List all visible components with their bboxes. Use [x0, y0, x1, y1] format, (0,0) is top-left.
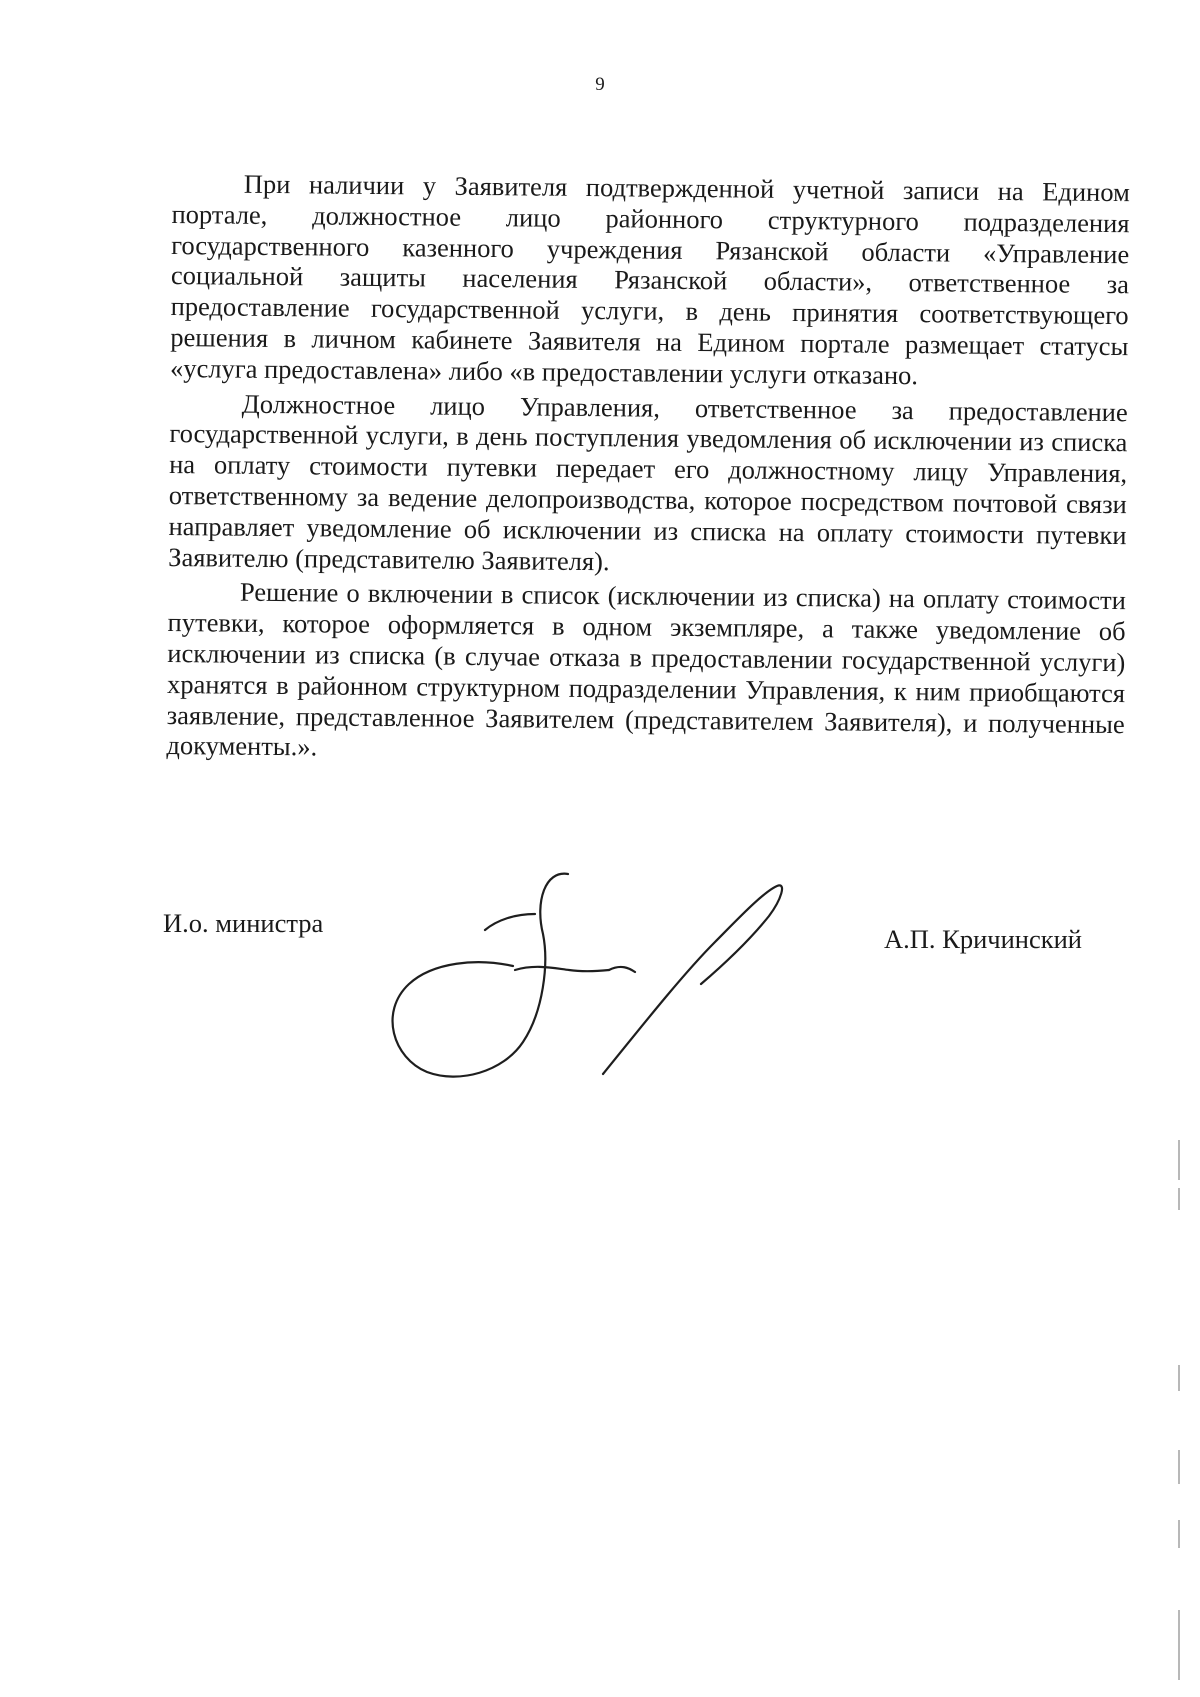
page-number: 9: [595, 74, 605, 95]
scan-edge-artifacts: [1178, 1140, 1184, 1697]
paragraph-2: Должностное лицо Управления, ответственное за предоставление государственной услуги, в день поступления уведомления об исключении из списка на оплату стоимости путевки передает его должностному лицу Управления, ответственному за ведение делопроизводства, которое посредством почтовой связи направляет уведомление об исключении из списка на оплату стоимости путевки Заявителю (представителю Заявителя).: [168, 388, 1128, 576]
signatory-role: И.о. министра: [163, 908, 324, 938]
handwritten-signature: [385, 872, 845, 1082]
paragraph-3: Решение о включении в список (исключении из списка) на оплату стоимости путевки, которое оформляется в одном экземпляре, а также уведомление об исключении из списка (в случае отказа в предоставлении государственной услуги) хранятся в районном структурном подразделении Управления, к ним приобщаются заявление, представленное Заявителем (представителем Заявителя), и полученные документы.».: [166, 577, 1127, 762]
document-body: [166, 168, 1130, 774]
paragraph-1: При наличии у Заявителя подтвержденной учетной записи на Едином портале, должностное лицо районного структурного подразделения государственного казенного учреждения Рязанской области «Управление социальной защиты населения Рязанской области», ответственное за предоставление государственной услуги, в день принятия соответствующего решения в личном кабинете Заявителя на Едином портале размещает статусы «услуга предоставлена» либо «в предоставлении услуги отказано.: [169, 168, 1130, 390]
signatory-name: А.П. Кричинский: [884, 924, 1082, 954]
